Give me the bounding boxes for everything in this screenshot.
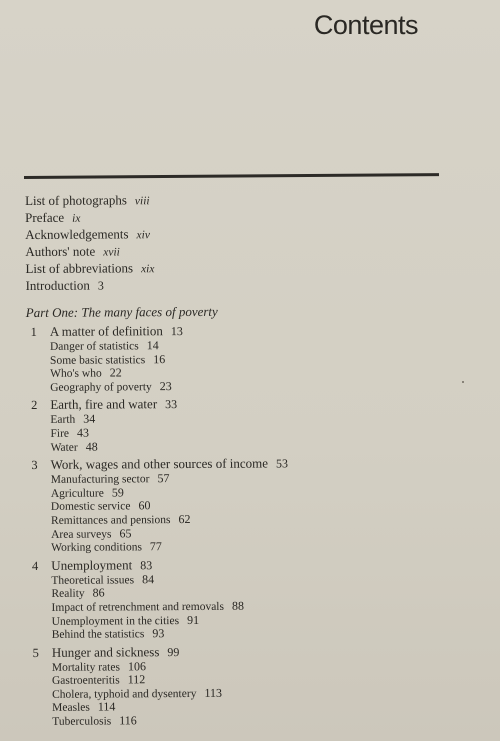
part-title: Part One: The many faces of poverty [25,303,218,320]
entry-title: List of photographs [25,192,127,208]
section-title: Area surveys [51,528,112,541]
section-page-number: 34 [83,411,96,427]
entry-title: Introduction [25,277,90,293]
entry-title: Authors' note [25,243,96,259]
section-page-number: 23 [159,378,172,393]
section-page-number: 84 [142,571,155,587]
section-title: Manufacturing sector [50,473,150,487]
entry-title: List of abbreviations [25,260,134,276]
section-page-number: 113 [204,685,223,700]
page-title: Contents [313,10,418,40]
section-page-number: 48 [85,439,98,454]
section-page-number: 43 [76,425,90,440]
front-matter-list [25,190,476,294]
section-list [28,658,478,729]
section-page-number: 22 [109,365,122,380]
chapter-entry [26,321,476,394]
section-title: Geography of poverty [50,381,152,394]
section-page-number: 65 [119,525,132,540]
section-title: Gastroenteritis [51,674,120,688]
section-title: Danger of statistics [49,340,139,353]
chapter-number: 5 [32,645,39,660]
section-item [51,438,477,454]
chapter-entry [27,555,478,642]
chapter-title: Work, wages and other sources of income [50,455,269,473]
chapter-page-number: 33 [165,397,178,412]
entry-page-number: viii [134,195,150,208]
section-title: Some basic statistics [49,353,146,367]
chapter-page-number: 13 [170,324,183,339]
section-list [27,470,477,554]
section-page-number: 62 [178,511,191,527]
chapter-title: A matter of definition [49,323,163,339]
section-item [50,378,476,394]
entry-title: Acknowledgements [25,226,129,242]
chapter-page-number: 53 [275,456,289,471]
chapter-number: 4 [31,558,39,573]
section-page-number: 14 [146,338,159,353]
section-title: Reality [51,587,85,601]
section-page-number: 91 [187,612,200,627]
front-matter-item [26,275,476,294]
section-title: Fire [50,427,70,440]
entry-page-number: 3 [97,278,104,293]
section-page-number: 16 [153,351,166,366]
section-item [51,538,477,554]
section-title: Agriculture [50,487,104,500]
entry-page-number: xiv [136,229,150,242]
chapter-number: 1 [30,324,37,339]
section-page-number: 57 [157,471,170,486]
entry-page-number: ix [72,212,81,225]
chapter-title: Earth, fire and water [50,396,158,413]
section-page-number: 112 [127,672,146,687]
chapter-list [26,321,478,728]
section-title: Unemployment in the cities [51,614,180,628]
section-title: Impact of retrenchment and removals [51,600,225,614]
chapter-title: Hunger and sickness [51,643,160,660]
section-list [27,571,477,642]
section-page-number: 77 [149,539,162,554]
entry-title: Preface [25,209,65,225]
section-title: Measles [52,702,90,715]
chapter-page-number: 99 [167,644,180,659]
chapter-number: 3 [31,458,38,473]
entry-page-number: xvii [103,246,120,259]
section-title: Domestic service [50,500,131,514]
section-title: Who's who [50,367,102,381]
section-page-number: 86 [92,585,105,600]
chapter-page-number: 83 [140,557,153,573]
section-title: Behind the statistics [51,628,145,641]
chapter-entry [26,395,476,455]
section-title: Tuberculosis [52,715,112,728]
section-title: Water [50,441,78,454]
entry-page-number: xix [141,263,155,276]
section-title: Working conditions [51,541,142,554]
section-page-number: 93 [152,626,165,641]
section-item [52,712,478,728]
chapter-entry [28,642,479,729]
section-item [52,625,478,641]
section-page-number: 114 [97,699,116,715]
chapter-title: Unemployment [51,557,133,573]
section-title: Cholera, typhoid and dysentery [52,687,197,701]
section-page-number: 116 [119,713,137,728]
heading-rule [24,173,439,179]
section-title: Earth [50,414,76,427]
section-title: Theoretical issues [51,574,135,587]
table-of-contents [25,190,478,728]
section-title: Mortality rates [51,661,120,674]
section-title: Remittances and pensions [50,514,171,527]
section-page-number: 60 [138,498,151,513]
section-list [26,411,476,455]
section-page-number: 88 [231,598,245,613]
section-list [26,337,476,394]
chapter-number: 2 [31,398,38,413]
section-page-number: 59 [111,485,124,500]
section-page-number: 106 [127,658,146,674]
chapter-entry [27,454,478,554]
